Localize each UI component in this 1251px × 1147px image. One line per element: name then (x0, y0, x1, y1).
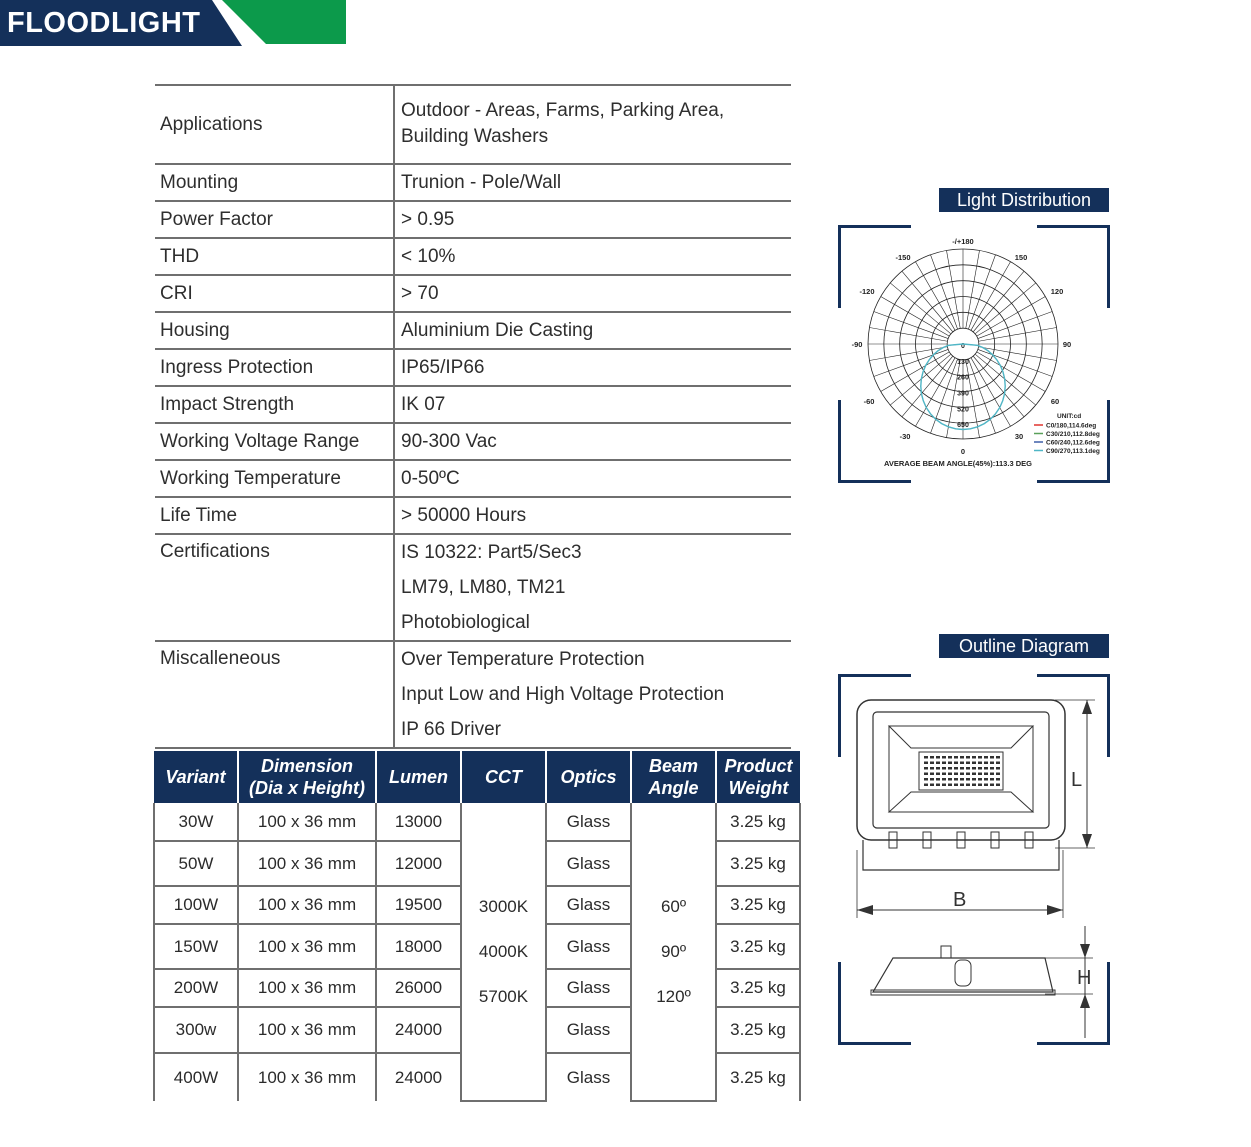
spec-key: CRI (155, 276, 395, 311)
dimension-cell: 100 x 36 mm (238, 803, 376, 841)
lumen-cell: 24000 (376, 1007, 461, 1053)
lumen-cell: 18000 (376, 924, 461, 969)
dim-l-arrow-top (1082, 700, 1092, 714)
led-chip (984, 773, 988, 776)
spec-row (155, 84, 791, 163)
mount-bracket (863, 840, 1059, 870)
led-chip (936, 778, 940, 781)
spec-value (395, 86, 791, 163)
spec-value-line: 0-50ºC (401, 468, 460, 489)
led-chip (990, 767, 994, 770)
spec-row (155, 640, 791, 749)
led-chip (924, 778, 928, 781)
dim-h-arrow-top (1080, 944, 1090, 958)
spec-row (155, 274, 791, 311)
led-chip (960, 756, 964, 759)
led-chip (942, 784, 946, 787)
led-chip (954, 767, 958, 770)
led-chip (996, 773, 1000, 776)
led-chip (972, 762, 976, 765)
variant-cell: 30W (154, 803, 238, 841)
led-chip (978, 756, 982, 759)
spec-value-line: Photobiological (401, 612, 530, 633)
polar-spoke (902, 356, 953, 417)
led-chip (954, 756, 958, 759)
polar-unit: UNIT:cd (1057, 413, 1082, 420)
weight-cell: 3.25 kg (716, 969, 800, 1007)
led-chip (996, 762, 1000, 765)
polar-spoke (973, 356, 1024, 417)
spec-value-line: IP 66 Driver (401, 719, 501, 740)
polar-angle-label: 0 (960, 447, 966, 456)
weight-cell: 3.25 kg (716, 886, 800, 924)
polar-angle-label: -30 (899, 432, 911, 441)
led-chip (930, 784, 934, 787)
lumen-cell: 26000 (376, 969, 461, 1007)
lumen-cell: 13000 (376, 803, 461, 841)
outline-diagram-label: Outline Diagram (939, 634, 1109, 658)
spec-row (155, 385, 791, 422)
spec-key: Miscalleneous (155, 642, 395, 747)
weight-cell: 3.25 kg (716, 1007, 800, 1053)
spec-row (155, 496, 791, 533)
led-chip (990, 773, 994, 776)
led-chip (924, 773, 928, 776)
polar-spoke (975, 283, 1036, 334)
legend-label: C60/240,112.6deg (1046, 439, 1100, 447)
led-chip (930, 756, 934, 759)
weight-cell: 3.25 kg (716, 1053, 800, 1101)
cct-value: 4000K (478, 942, 529, 961)
polar-spoke (890, 354, 951, 405)
led-chip (990, 762, 994, 765)
spec-value-line: < 10% (401, 246, 456, 267)
dim-b-arrow-left (857, 905, 873, 915)
dimension-cell: 100 x 36 mm (238, 969, 376, 1007)
dimension-cell: 100 x 36 mm (238, 924, 376, 969)
weight-cell: 3.25 kg (716, 841, 800, 886)
polar-angle-label: 90 (1062, 340, 1072, 349)
led-chip (936, 773, 940, 776)
page-title: FLOODLIGHT (7, 7, 201, 39)
led-chip (972, 756, 976, 759)
spec-value (395, 313, 791, 348)
outline-drawing (845, 690, 1105, 1040)
dim-l-label: L (1071, 769, 1083, 791)
led-chip (948, 767, 952, 770)
led-chip (960, 767, 964, 770)
beam-angle-value: 90º (660, 942, 687, 961)
led-chip (972, 767, 976, 770)
led-chip (960, 778, 964, 781)
cct-value: 5700K (478, 987, 529, 1006)
polar-radial-label: 130 (957, 358, 969, 366)
polar-radial-label: 390 (957, 390, 969, 398)
led-chip (984, 756, 988, 759)
spec-value (395, 165, 791, 200)
optics-cell: Glass (546, 924, 631, 969)
led-chip (984, 784, 988, 787)
led-chip (960, 762, 964, 765)
cct-value: 3000K (478, 897, 529, 916)
polar-angle-label: 120 (1050, 287, 1064, 296)
side-bracket-slot (955, 960, 971, 986)
polar-angle-label: -/+180 (952, 237, 974, 246)
led-chip (936, 762, 940, 765)
led-chip (984, 762, 988, 765)
light-distribution-label: Light Distribution (939, 188, 1109, 212)
spec-value-line: Aluminium Die Casting (401, 320, 594, 341)
polar-angle-label: 60 (1050, 397, 1060, 406)
housing-inner (873, 712, 1049, 828)
polar-angle-label: -120 (859, 287, 875, 296)
header-beam-angle-label: Beam Angle (648, 756, 699, 798)
variant-cell: 150W (154, 924, 238, 969)
led-chip (936, 756, 940, 759)
optics-cell: Glass (546, 886, 631, 924)
led-chip (966, 778, 970, 781)
spec-row (155, 163, 791, 200)
led-chip (954, 784, 958, 787)
header-dimension-label: Dimension (Dia x Height) (248, 756, 365, 798)
led-chip (936, 767, 940, 770)
led-chip (978, 762, 982, 765)
header-weight-label: Product Weight (724, 756, 793, 798)
led-chip (990, 784, 994, 787)
led-chip (930, 773, 934, 776)
led-chip (936, 784, 940, 787)
spec-value (395, 461, 791, 496)
variants-table (153, 751, 801, 1102)
spec-row (155, 348, 791, 385)
spec-value (395, 642, 791, 747)
led-chip (930, 762, 934, 765)
led-chip (942, 762, 946, 765)
optics-cell: Glass (546, 969, 631, 1007)
header-cct: CCT (461, 751, 546, 803)
led-chip (972, 784, 976, 787)
spec-value-line: Input Low and High Voltage Protection (401, 684, 725, 705)
led-chip (954, 778, 958, 781)
led-chip (924, 767, 928, 770)
spec-value-line: > 0.95 (401, 209, 455, 230)
variant-row (154, 803, 800, 841)
led-chip (978, 784, 982, 787)
reflector (889, 726, 1033, 748)
variant-cell: 400W (154, 1053, 238, 1101)
spec-value-line: Outdoor - Areas, Farms, Parking Area, Building Washers (401, 100, 725, 147)
spec-key: Applications (155, 86, 395, 163)
lumen-cell: 19500 (376, 886, 461, 924)
led-chip (972, 773, 976, 776)
dim-l-arrow-bottom (1082, 834, 1092, 848)
led-chip (984, 778, 988, 781)
spec-key: Working Voltage Range (155, 424, 395, 459)
polar-angle-label: 30 (1014, 432, 1024, 441)
optics-cell: Glass (546, 841, 631, 886)
led-array (924, 756, 1000, 786)
led-chip (966, 767, 970, 770)
variant-cell: 100W (154, 886, 238, 924)
side-connector (941, 946, 951, 958)
dim-h-label: H (1077, 967, 1092, 989)
spec-value (395, 424, 791, 459)
reflector-bottom (889, 792, 1033, 812)
variant-cell: 300w (154, 1007, 238, 1053)
dimension-cell: 100 x 36 mm (238, 886, 376, 924)
led-chip (978, 778, 982, 781)
spec-value-line: IP65/IP66 (401, 357, 485, 378)
led-chip (924, 784, 928, 787)
header-weight (716, 751, 800, 803)
led-chip (948, 778, 952, 781)
polar-angle-label: -90 (851, 340, 863, 349)
spec-row (155, 237, 791, 274)
dimension-cell: 100 x 36 mm (238, 1053, 376, 1101)
spec-value (395, 350, 791, 385)
led-chip (996, 778, 1000, 781)
lumen-cell: 24000 (376, 1053, 461, 1101)
spec-value-line: Trunion - Pole/Wall (401, 172, 562, 193)
led-chip (948, 773, 952, 776)
spec-row (155, 459, 791, 496)
spec-value (395, 535, 791, 640)
spec-row (155, 200, 791, 237)
polar-radial-label: 650 (957, 422, 969, 430)
legend-label: C0/180,114.6deg (1046, 422, 1097, 430)
beam-angle-value: 120º (656, 987, 691, 1006)
led-chip (942, 756, 946, 759)
polar-angle-label: -150 (895, 253, 911, 262)
led-chip (984, 767, 988, 770)
led-chip (960, 784, 964, 787)
dim-b-label: B (953, 889, 967, 911)
led-chip (948, 784, 952, 787)
led-chip (972, 778, 976, 781)
spec-key: Ingress Protection (155, 350, 395, 385)
dim-h-arrow-bottom (1080, 994, 1090, 1008)
polar-spoke (902, 271, 953, 332)
weight-cell: 3.25 kg (716, 803, 800, 841)
polar-radial-label: 0 (961, 343, 965, 350)
led-chip (924, 762, 928, 765)
spec-key: Housing (155, 313, 395, 348)
led-chip (960, 773, 964, 776)
polar-radial-label: 520 (957, 406, 969, 414)
header-variant: Variant (154, 751, 238, 803)
polar-angle-label: 150 (1014, 253, 1028, 262)
spec-value (395, 498, 791, 533)
led-chip (942, 778, 946, 781)
polar-spoke (890, 283, 951, 334)
spec-key: Working Temperature (155, 461, 395, 496)
led-chip (996, 756, 1000, 759)
spec-value-line: Over Temperature Protection (401, 649, 645, 670)
spec-key: Impact Strength (155, 387, 395, 422)
housing-outline (857, 700, 1065, 840)
weight-cell: 3.25 kg (716, 924, 800, 969)
spec-value-line: LM79, LM80, TM21 (401, 577, 566, 598)
spec-value (395, 202, 791, 237)
led-chip (942, 767, 946, 770)
spec-key: Power Factor (155, 202, 395, 237)
beam-angle-note: AVERAGE BEAM ANGLE(45%):113.3 DEG (884, 459, 1032, 468)
side-view (873, 958, 1053, 992)
lumen-cell: 12000 (376, 841, 461, 886)
spec-value (395, 387, 791, 422)
beam-angle-value: 60º (660, 897, 687, 916)
variants-header-row (154, 751, 800, 803)
optics-cell: Glass (546, 1007, 631, 1053)
spec-row (155, 422, 791, 459)
header-dimension (238, 751, 376, 803)
spec-key: Certifications (155, 535, 395, 640)
led-chip (942, 773, 946, 776)
spec-value-line: > 50000 Hours (401, 505, 527, 526)
dimension-cell: 100 x 36 mm (238, 1007, 376, 1053)
header-lumen: Lumen (376, 751, 461, 803)
led-chip (930, 778, 934, 781)
spec-value-line: IS 10322: Part5/Sec3 (401, 542, 582, 563)
led-chip (978, 773, 982, 776)
legend-label: C90/270,113.1deg (1046, 448, 1100, 455)
polar-chart (845, 232, 1107, 476)
spec-key: Life Time (155, 498, 395, 533)
cct-cell (461, 803, 546, 1101)
page-title-banner (0, 0, 247, 46)
led-chip (990, 778, 994, 781)
spec-value-line: > 70 (401, 283, 439, 304)
variant-cell: 200W (154, 969, 238, 1007)
led-chip (954, 762, 958, 765)
led-chip (948, 756, 952, 759)
spec-row (155, 533, 791, 640)
spec-key: THD (155, 239, 395, 274)
led-chip (924, 756, 928, 759)
polar-angle-label: -60 (863, 397, 875, 406)
led-chip (990, 756, 994, 759)
spec-value-line: 90-300 Vac (401, 431, 497, 452)
header-beam-angle (631, 751, 716, 803)
dim-b-arrow-right (1047, 905, 1063, 915)
led-chip (996, 767, 1000, 770)
spec-value (395, 239, 791, 274)
polar-spoke (973, 271, 1024, 332)
dimension-cell: 100 x 36 mm (238, 841, 376, 886)
spec-row (155, 311, 791, 348)
led-chip (966, 773, 970, 776)
polar-spoke (975, 354, 1036, 405)
optics-cell: Glass (546, 1053, 631, 1101)
led-chip (966, 756, 970, 759)
led-chip (954, 773, 958, 776)
led-chip (966, 784, 970, 787)
polar-radial-label: 260 (957, 374, 969, 382)
legend-label: C30/210,112.8deg (1046, 431, 1100, 438)
variant-cell: 50W (154, 841, 238, 886)
led-chip (966, 762, 970, 765)
led-chip (996, 784, 1000, 787)
optics-cell: Glass (546, 803, 631, 841)
led-chip (978, 767, 982, 770)
spec-key: Mounting (155, 165, 395, 200)
spec-value-line: IK 07 (401, 394, 446, 415)
beam-angle-cell (631, 803, 716, 1101)
led-chip (930, 767, 934, 770)
header-optics: Optics (546, 751, 631, 803)
specifications-table (155, 84, 791, 749)
spec-value (395, 276, 791, 311)
led-chip (948, 762, 952, 765)
